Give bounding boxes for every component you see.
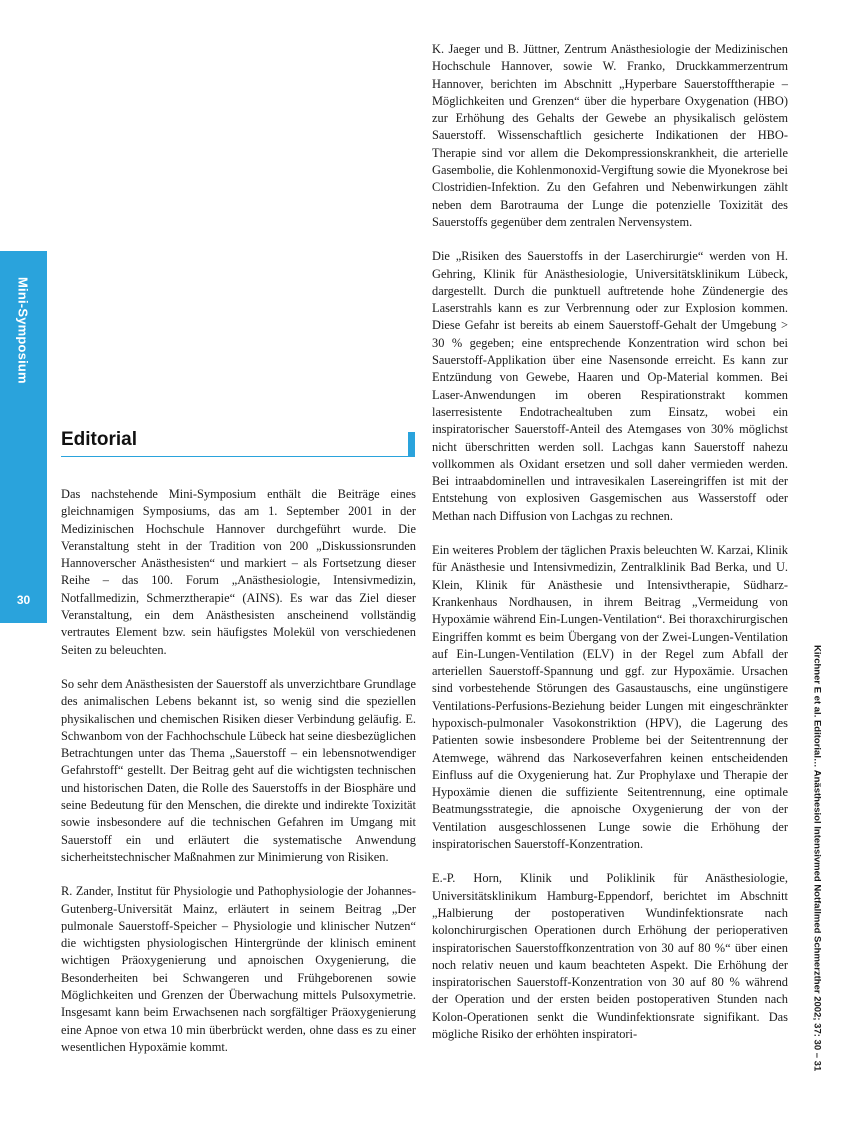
left-column (61, 486, 416, 1073)
paragraph: K. Jaeger und B. Jüttner, Zentrum Anästhesiologie der Medizinischen Hochschule Hannover, sowie W. Franko, Druckkammerzentrum Hannover, berichten im Abschnitt „Hyperbare Sauerstofftherapie – Möglichkeiten und Grenzen“ über die hyperbare Oxygenation (HBO) zur Erhöhung des Gehalts der Gewebe an physikalisch gelöstem Sauerstoff. Wissenschaftlich gesicherte Indikationen der HBO-Therapie sind vor allem die Dekompressionskrankheit, die arterielle Gasembolie, die Kohlenmonoxid-Vergiftung sowie die Myonekrose bei Clostridien-Infektion. Zu den Gefahren und Nebenwirkungen zählt neben dem Barotrauma der Lunge die potenzielle Toxizität des Sauerstoffs gegenüber dem zentralen Nervensystem. (432, 42, 788, 229)
section-label: Mini-Symposium (15, 277, 31, 384)
paragraph: R. Zander, Institut für Physiologie und Pathophysiologie der Johannes-Gutenberg-Universität Mainz, erläutert in seinem Beitrag „Der pulmonale Sauerstoff-Speicher – Physiologie und klinischer Nutzen“ die wichtigsten physiologischen Hintergründe der klinisch eminent wichtigen Präoxygenierung und apnoischen Oxygenierung, die Besonderheiten bei Schwangeren und Frühgeborenen sowie Möglichkeiten und Grenzen der Überwachung mittels Pulsoxymetrie. Insgesamt kann beim Erwachsenen nach sorgfältiger Präoxygenierung eine Apnoe von etwa 10 min überbrückt werden, ohne dass es zu einer wesentlichen Hypoxämie kommt. (61, 884, 416, 1054)
running-header: Kirchner E et al. Editorial… Anästhesiol Intensivmed Notfallmed Schmerzther 2002; 37: 30 – 31 (811, 645, 823, 1072)
page-title: Editorial (61, 429, 138, 450)
right-column (432, 41, 788, 1060)
heading-rule (61, 456, 415, 457)
paragraph: So sehr dem Anästhesisten der Sauerstoff als unverzichtbare Grundlage des animalischen Lebens bekannt ist, so wenig sind die speziellen physikalischen und chemischen Risiken dieser Verbindung geläufig. E. Schwanbom von der Fachhochschule Lübeck hat seine diesbezüglichen Betrachtungen unter das Thema „Sauerstoff – ein lebensnotwendiger Gefahrstoff“ gestellt. Der Beitrag geht auf die wichtigsten technischen und historischen Daten, die Rolle des Sauerstoffs in der Biosphäre und seine Bedeutung für den Menschen, die direkte und indirekte Toxizität sowie insbesondere auf die technischen Gefahren im Umgang mit Sauerstoff ein und erläutert die systematische Anwendung sicherheitstechnischer Maßnahmen zur Minimierung von Risiken. (61, 676, 416, 864)
page-number: 30 (16, 593, 31, 607)
paragraph: Das nachstehende Mini-Symposium enthält die Beiträge eines gleichnamigen Symposiums, das am 1. September 2001 in der Medizinischen Hochschule Hannover durchgeführt wurde. Die Veranstaltung steht in der Tradition von 200 „Diskussionsrunden Hannoverscher Anästhesisten“ und markiert – als Fortsetzung dieser Reihe – das 100. Forum „Anästhesiologie, Intensivmedizin, Notfallmedizin, Schmerztherapie“ (AINS). Es war das Ziel dieser Veranstaltung, ein dem Anästhesisten anscheinend vollständig vertrautes Element bzw. sein häufigstes Molekül von verschiedenen Seiten zu beleuchten. (61, 487, 416, 657)
heading-accent-bar (408, 432, 415, 456)
paragraph: E.-P. Horn, Klinik und Poliklinik für Anästhesiologie, Universitätsklinikum Hamburg-Eppendorf, berichtet im Abschnitt „Halbierung der postoperativen Wundinfektionsrate nach kolonchirurgischen Operationen durch Erhöhung der perioperativen inspiratorischen Sauerstoffkonzentration von 30 auf 80 %“ über einen noch relativ neuen und kaum beachteten Aspekt. Die Erhöhung der inspiratorischen Sauerstoff-Konzentration von 30 auf 80 % während der Operation und der ersten beiden postoperativen Stunden nach Kolon-Operationen senkt die Wundinfektionsrate signifikant. Das mögliche Risiko der erhöhten inspiratori- (432, 871, 788, 1042)
paragraph: Die „Risiken des Sauerstoffs in der Laserchirurgie“ werden von H. Gehring, Klinik für Anästhesiologie, Universitätsklinikum Lübeck, dargestellt. Durch die punktuell auftretende hohe Zündenergie des Laserstrahls kann es zur Verbrennung oder zur Explosion kommen. Diese Gefahr ist bereits ab einem Sauerstoff-Gehalt der Umgebung > 30 % gegeben; eine entsprechende Konzentration wird schon bei Sauerstoff-Applikation über eine Nasensonde erreicht. Es kann zur Entzündung von Gewebe, Haaren und Op-Material kommen. Bei Laser-Anwendungen im oberen Respirationstrakt kommen laserresistente Endotrachealtuben zum Einsatz, wobei ein inspiratorischer Sauerstoff-Anteil des Atemgases von 30% möglichst nicht überschritten werden soll. Lachgas kann Sauerstoff nahezu vollkommen als Oxidant ersetzen und soll daher vermieden werden. Bei intraabdominellen und intravesikalen Lasereingriffen ist mit der Entstehung von explosiven Gasgemischen aus Wasserstoff oder Methan nach Diffusion von Lachgas zu rechnen. (432, 249, 788, 523)
section-tab (0, 251, 47, 623)
paragraph: Ein weiteres Problem der täglichen Praxis beleuchten W. Karzai, Klinik für Anästhesie und Intensivmedizin, Zentralklinik Bad Berka, und U. Klein, Klinik für Anästhesie und Intensivtherapie, Südharz-Krankenhaus Nordhausen, in ihrem Beitrag „Vermeidung von Hypoxämie während Ein-Lungen-Ventilation“. Bei thoraxchirurgischen Eingriffen kommt es beim Übergang von der Zwei-Lungen-Ventilation auf Ein-Lungen-Ventilation (ELV) in der Regel zum Abfall der arteriellen Sauerstoff-Spannung und ggf. zur Hypoxämie. Ursachen sind vorbestehende Störungen des Gasaustauschs, eine ungünstigere Ventilations-Perfusions-Beziehung beider Lungen mit eingeschränkter hypoxisch-pulmonaler Vasokonstriktion (HPV), die Lagerung des Patienten sowie insbesondere Probleme bei der Seitentrennung der Atemwege, während das Narkoseverfahren keinen entscheidenden Einfluss auf die Oxygenierung hat. Zur Prophylaxe und Therapie der Hypoxämie dienen die suffiziente Seitentrennung, eine optimale Beatmungsstrategie, die apnoische Oxygenierung der von der Ventilation ausgeschlossenen Lunge sowie die Erhöhung der inspiratorischen Sauerstoff-Konzentration. (432, 543, 788, 852)
